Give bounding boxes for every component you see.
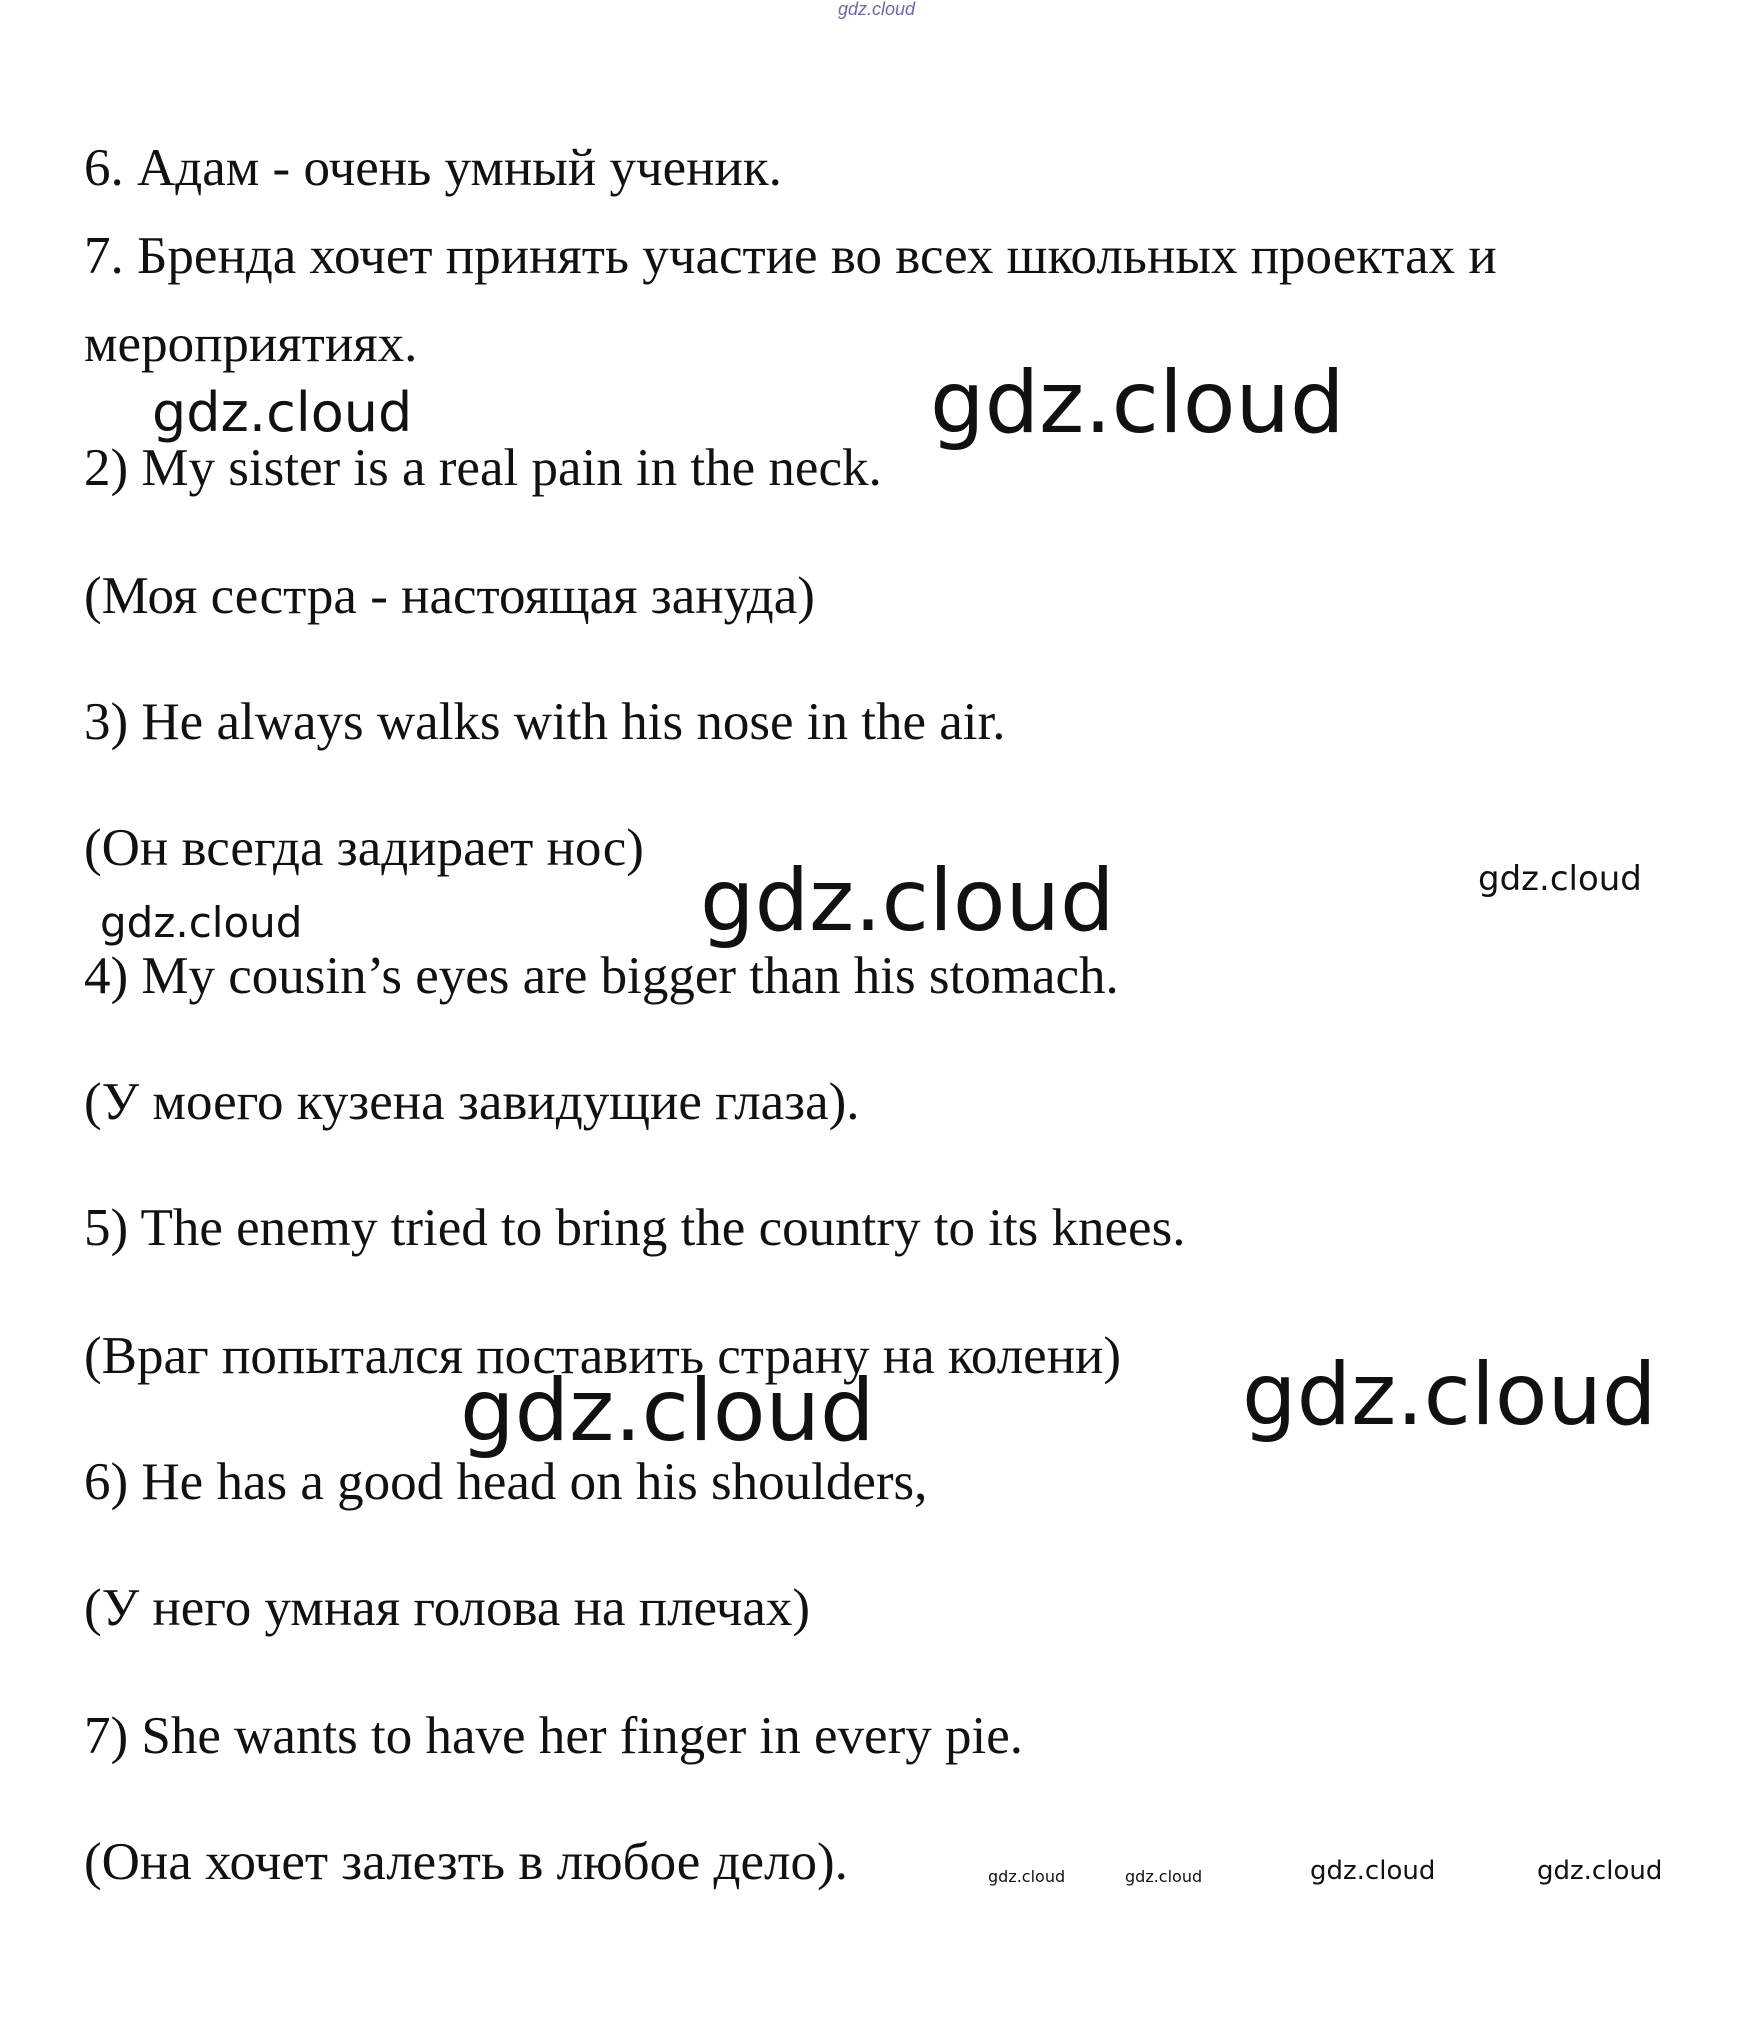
watermark-top: gdz.cloud (838, 0, 916, 19)
text-line: (У него умная голова на плечах) (84, 1579, 811, 1637)
text-line: (У моего кузена завидущие глаза). (84, 1073, 860, 1131)
text-line: 6) He has a good head on his shoulders, (84, 1453, 928, 1511)
text-line: (Он всегда задирает нос) (84, 819, 644, 877)
text-line: 4) My cousin’s eyes are bigger than his stomach. (84, 947, 1119, 1005)
text-line: (Моя сестра - настоящая зануда) (84, 567, 815, 625)
watermark: gdz.cloud (988, 1867, 1066, 1886)
text-line: мероприятиях. (84, 315, 418, 373)
text-line: (Враг попытался поставить страну на колени) (84, 1327, 1122, 1385)
watermark: gdz.cloud (100, 898, 303, 947)
text-line: 7. Бренда хочет принять участие во всех школьных проектах и (84, 227, 1497, 285)
watermark: gdz.cloud (1310, 1856, 1436, 1886)
watermark: gdz.cloud (1242, 1345, 1657, 1445)
watermark: gdz.cloud (1478, 859, 1642, 899)
watermark: gdz.cloud (152, 381, 413, 444)
text-line: 6. Адам - очень умный ученик. (84, 139, 782, 197)
watermark: gdz.cloud (1537, 1856, 1663, 1886)
watermark: gdz.cloud (700, 851, 1115, 951)
text-line: 7) She wants to have her finger in every pie. (84, 1707, 1023, 1765)
watermark: gdz.cloud (460, 1361, 875, 1461)
text-line: (Она хочет залезть в любое дело). (84, 1833, 848, 1891)
text-line: 3) He always walks with his nose in the air. (84, 693, 1006, 751)
text-line: 2) My sister is a real pain in the neck. (84, 439, 882, 497)
watermark: gdz.cloud (1125, 1867, 1203, 1886)
watermark: gdz.cloud (930, 353, 1345, 453)
text-line: 5) The enemy tried to bring the country to its knees. (84, 1199, 1186, 1257)
